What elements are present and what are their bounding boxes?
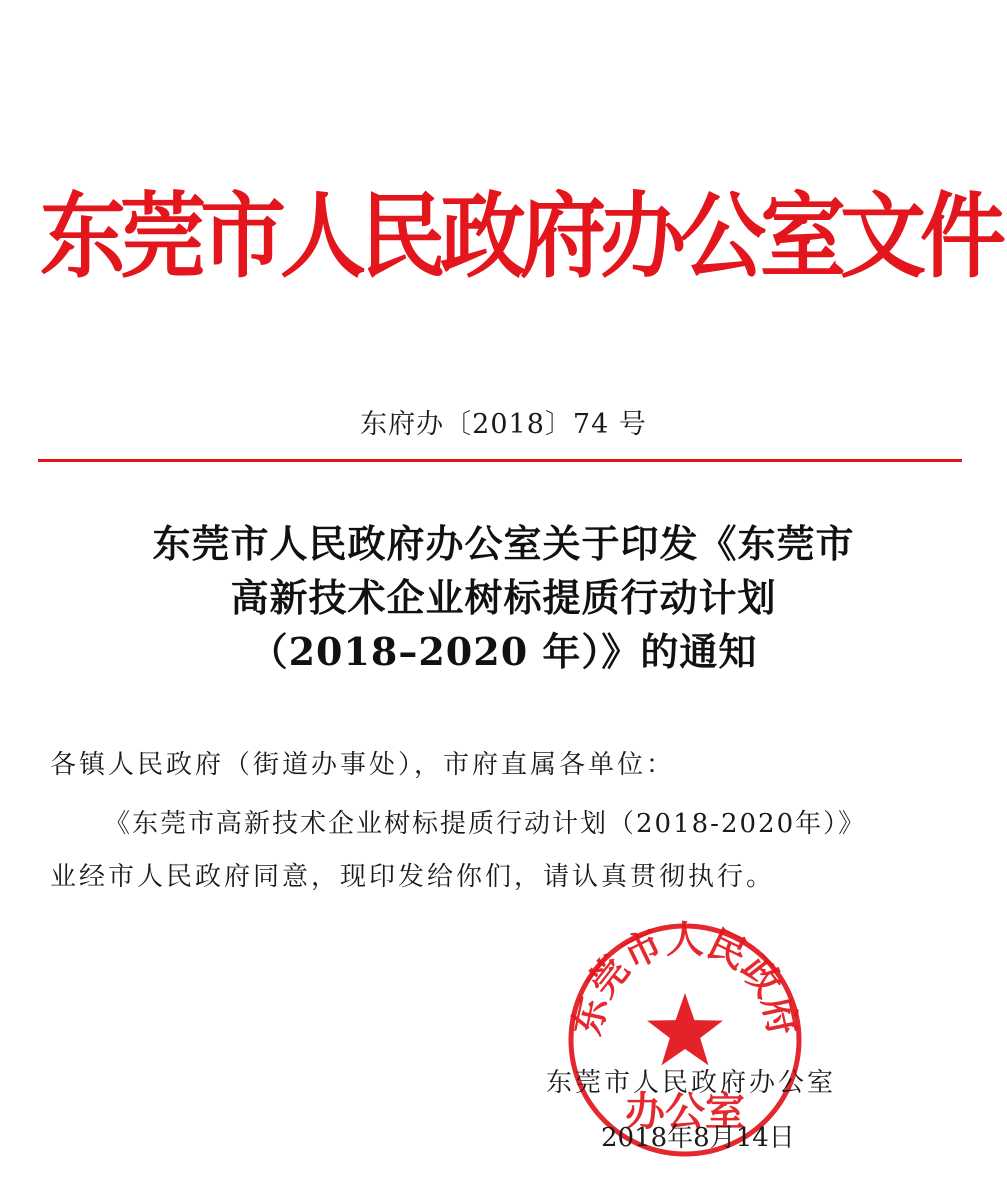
seal-star-icon: [647, 993, 723, 1065]
document-number: 东府办〔2018〕74 号: [360, 409, 647, 440]
notice-title: [40, 517, 967, 679]
red-divider: [38, 459, 962, 462]
title-line-3: （2018–2020 年）》的通知: [249, 629, 758, 674]
issuer-signature: 东莞市人民政府办公室: [546, 1068, 837, 1098]
salutation: 各镇人民政府（街道办事处），市府直属各单位：: [50, 750, 676, 780]
body-paragraph-line-1: 《东莞市高新技术企业树标提质行动计划（2018-2020年）》: [104, 809, 867, 839]
issue-date: 2018年8月14日: [601, 1123, 795, 1153]
title-line-1: 东莞市人民政府办公室关于印发《东莞市: [152, 521, 855, 566]
title-line-2: 高新技术企业树标提质行动计划: [230, 575, 777, 620]
body-paragraph-line-2: 业经市人民政府同意，现印发给你们，请认真贯彻执行。: [50, 862, 776, 892]
seal-bottom-text: 办公室: [625, 1089, 745, 1135]
seal-ring-text: 东莞市人民政府: [564, 917, 806, 1040]
document-masthead: 东莞市人民政府办公室文件: [40, 183, 1000, 292]
